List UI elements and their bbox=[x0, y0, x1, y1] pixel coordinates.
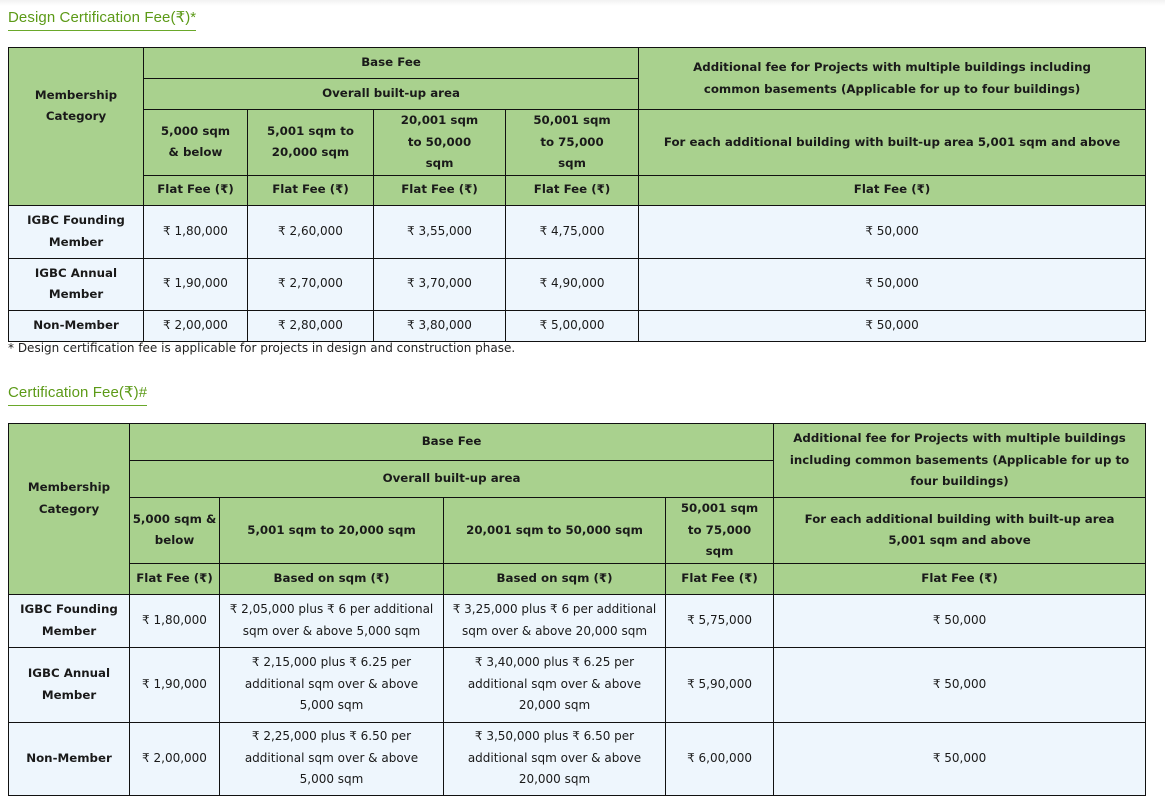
membership-category-label: Membership Category bbox=[34, 87, 118, 124]
table-row bbox=[9, 722, 1146, 795]
fee-type-header: Based on sqm (₹) bbox=[444, 563, 666, 594]
table-header-row bbox=[9, 110, 1146, 176]
range-header: 5,001 sqm to 20,000 sqm bbox=[220, 498, 444, 564]
additional-fee-cell: ₹ 50,000 bbox=[774, 722, 1146, 795]
table-row bbox=[9, 205, 1146, 258]
membership-category-cell: IGBC Annual Member bbox=[9, 647, 130, 722]
range-header: 20,001 sqm to 50,000 sqm bbox=[444, 498, 666, 564]
range-header: 50,001 sqm to 75,000 sqm bbox=[506, 110, 639, 176]
fee-cell: ₹ 1,90,000 bbox=[130, 647, 220, 722]
fee-cell: ₹ 2,70,000 bbox=[248, 258, 374, 310]
fee-cell: ₹ 2,00,000 bbox=[144, 310, 248, 341]
membership-category-cell: IGBC Founding Member bbox=[9, 594, 130, 647]
fee-cell: ₹ 2,25,000 plus ₹ 6.50 per additional sqm over & above 5,000 sqm bbox=[220, 722, 444, 795]
range-header: 20,001 sqm to 50,000 sqm bbox=[374, 110, 506, 176]
fee-type-header: Flat Fee (₹) bbox=[774, 563, 1146, 594]
table-row bbox=[9, 310, 1146, 341]
membership-category-cell: Non-Member bbox=[9, 722, 130, 795]
table-header-row bbox=[9, 424, 1146, 461]
fee-type-header: Flat Fee (₹) bbox=[130, 563, 220, 594]
fee-cell: ₹ 1,80,000 bbox=[144, 205, 248, 258]
fee-cell: ₹ 2,05,000 plus ₹ 6 per additional sqm over & above 5,000 sqm bbox=[220, 594, 444, 647]
fee-cell: ₹ 4,75,000 bbox=[506, 205, 639, 258]
design-certification-fee-table bbox=[8, 47, 1146, 342]
additional-building-header: For each additional building with built-up area 5,001 sqm and above bbox=[639, 110, 1146, 176]
additional-fee-cell: ₹ 50,000 bbox=[774, 647, 1146, 722]
fee-cell: ₹ 1,90,000 bbox=[144, 258, 248, 310]
fee-type-header: Flat Fee (₹) bbox=[506, 175, 639, 205]
range-header: 5,000 sqm & below bbox=[144, 110, 248, 176]
membership-category-label: Membership Category bbox=[27, 480, 111, 516]
table-row bbox=[9, 594, 1146, 647]
range-header: 5,000 sqm & below bbox=[130, 498, 220, 564]
range-header: 50,001 sqm to 75,000 sqm bbox=[666, 498, 774, 564]
table-header-row bbox=[9, 48, 1146, 79]
certification-fee-table bbox=[8, 423, 1146, 796]
additional-fee-header: Additional fee for Projects with multiple buildings including common basements (Applicable for up to four buildings) bbox=[774, 424, 1146, 498]
fee-cell: ₹ 5,90,000 bbox=[666, 647, 774, 722]
fee-cell: ₹ 2,15,000 plus ₹ 6.25 per additional sqm over & above 5,000 sqm bbox=[220, 647, 444, 722]
fee-cell: ₹ 3,50,000 plus ₹ 6.50 per additional sqm over & above 20,000 sqm bbox=[444, 722, 666, 795]
design-certification-fee-title: Design Certification Fee(₹)* bbox=[8, 8, 196, 31]
additional-building-header: For each additional building with built-up area 5,001 sqm and above bbox=[774, 498, 1146, 564]
fee-cell: ₹ 1,80,000 bbox=[130, 594, 220, 647]
membership-category-cell: IGBC Annual Member bbox=[9, 258, 144, 310]
table-header-row bbox=[9, 498, 1146, 564]
additional-fee-cell: ₹ 50,000 bbox=[639, 258, 1146, 310]
fee-cell: ₹ 2,60,000 bbox=[248, 205, 374, 258]
fee-cell: ₹ 2,00,000 bbox=[130, 722, 220, 795]
overall-area-header: Overall built-up area bbox=[130, 461, 774, 498]
range-header: 5,001 sqm to 20,000 sqm bbox=[248, 110, 374, 176]
table-row bbox=[9, 647, 1146, 722]
fee-cell: ₹ 4,90,000 bbox=[506, 258, 639, 310]
table-header-row bbox=[9, 175, 1146, 205]
membership-category-header bbox=[9, 48, 144, 206]
base-fee-header: Base Fee bbox=[144, 48, 639, 79]
base-fee-header: Base Fee bbox=[130, 424, 774, 461]
fee-type-header: Flat Fee (₹) bbox=[144, 175, 248, 205]
additional-fee-cell: ₹ 50,000 bbox=[774, 594, 1146, 647]
fee-type-header: Flat Fee (₹) bbox=[639, 175, 1146, 205]
certification-fee-title: Certification Fee(₹)# bbox=[8, 383, 147, 406]
table-header-row bbox=[9, 563, 1146, 594]
additional-fee-cell: ₹ 50,000 bbox=[639, 205, 1146, 258]
design-fee-footnote: * Design certification fee is applicable for projects in design and construction phase. bbox=[8, 341, 516, 355]
fee-cell: ₹ 3,25,000 plus ₹ 6 per additional sqm over & above 20,000 sqm bbox=[444, 594, 666, 647]
membership-category-cell: Non-Member bbox=[9, 310, 144, 341]
fee-type-header: Flat Fee (₹) bbox=[374, 175, 506, 205]
fee-cell: ₹ 6,00,000 bbox=[666, 722, 774, 795]
additional-fee-header: Additional fee for Projects with multiple buildings including common basements (Applicable for up to four buildings) bbox=[639, 48, 1146, 110]
fee-cell: ₹ 3,70,000 bbox=[374, 258, 506, 310]
fee-cell: ₹ 5,75,000 bbox=[666, 594, 774, 647]
fee-cell: ₹ 3,55,000 bbox=[374, 205, 506, 258]
fee-cell: ₹ 3,40,000 plus ₹ 6.25 per additional sqm over & above 20,000 sqm bbox=[444, 647, 666, 722]
fee-cell: ₹ 5,00,000 bbox=[506, 310, 639, 341]
table-row bbox=[9, 258, 1146, 310]
overall-area-header: Overall built-up area bbox=[144, 79, 639, 110]
membership-category-header bbox=[9, 424, 130, 595]
fee-type-header: Based on sqm (₹) bbox=[220, 563, 444, 594]
membership-category-cell: IGBC Founding Member bbox=[9, 205, 144, 258]
additional-fee-cell: ₹ 50,000 bbox=[639, 310, 1146, 341]
fee-cell: ₹ 3,80,000 bbox=[374, 310, 506, 341]
fee-type-header: Flat Fee (₹) bbox=[248, 175, 374, 205]
fee-cell: ₹ 2,80,000 bbox=[248, 310, 374, 341]
top-shade bbox=[0, 0, 1165, 6]
fee-type-header: Flat Fee (₹) bbox=[666, 563, 774, 594]
